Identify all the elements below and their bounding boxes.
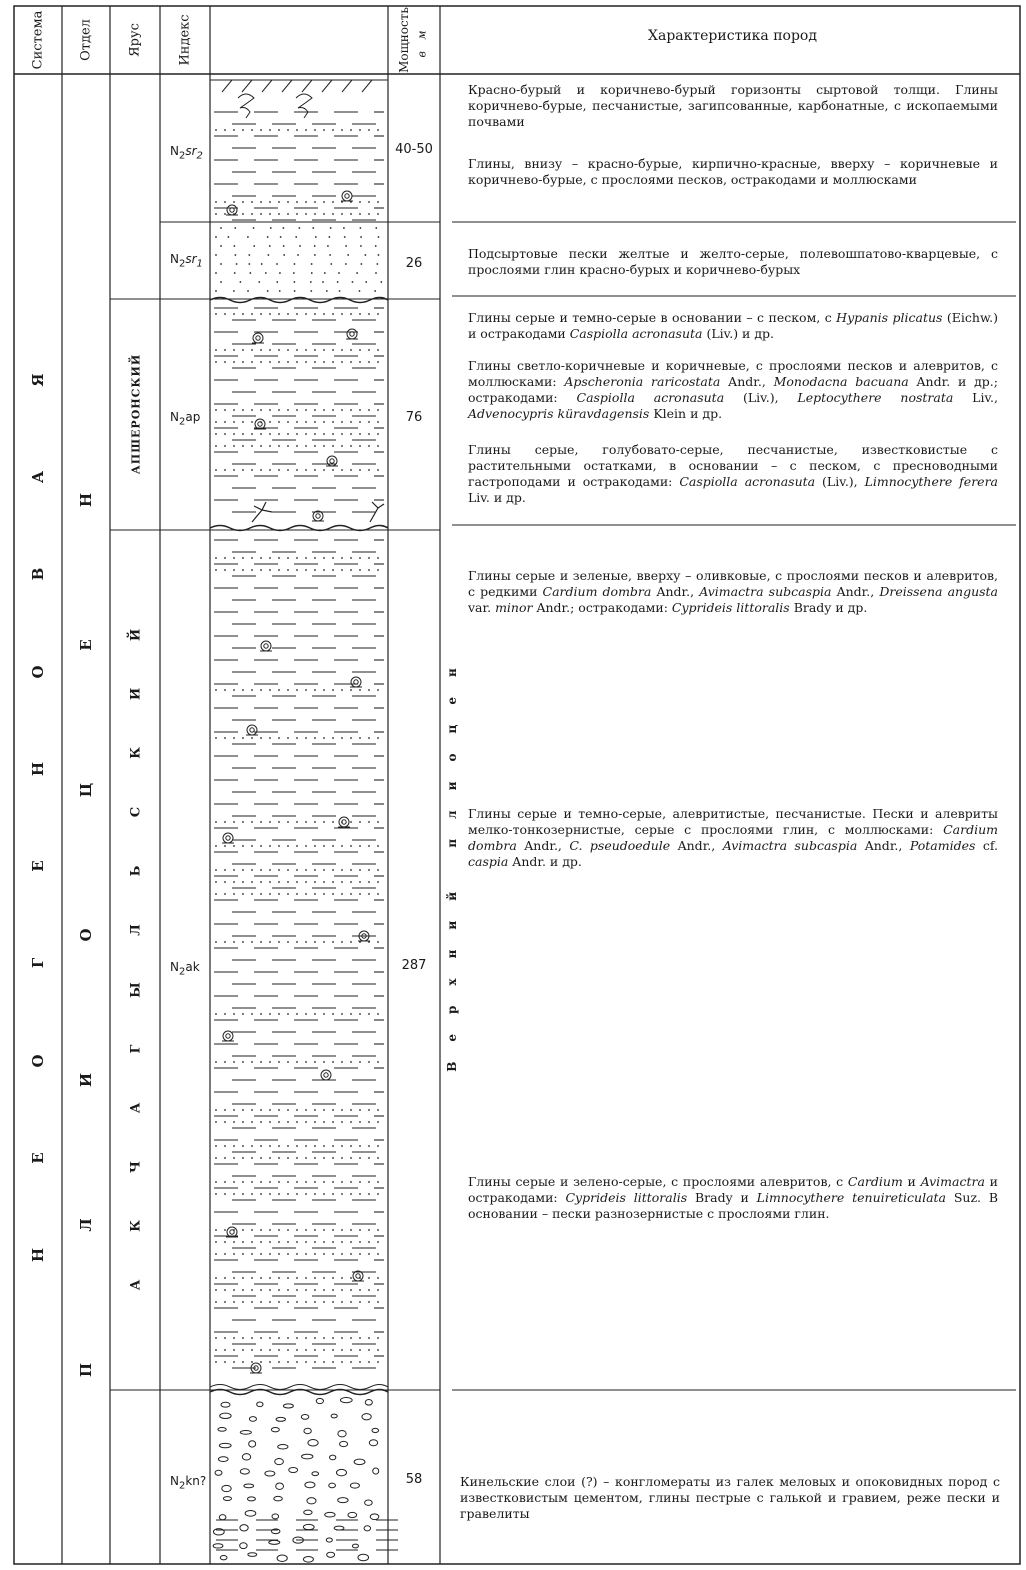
system-letters-9: Я <box>29 373 47 387</box>
description-7: Глины серые и зеленые, вверху – оливковые, с прослоями песков и алевритов, с редкими Cardium dombra Andr., Avimactra subcaspia Andr., Dreissena angusta var. minor Andr.; остракодами: Cyprideis littoralis Brady и др. <box>468 568 999 615</box>
stage-akchagyl-letters-6: Л <box>128 924 144 937</box>
thickness-n2kn: 58 <box>405 1472 423 1487</box>
stage-akchagyl-letters-0: А <box>128 1279 144 1291</box>
stage-akchagyl-letters-5: Ы <box>128 981 144 998</box>
stage-akchagyl-letters-2: Ч <box>128 1160 144 1173</box>
stage-akchagyl-letters-10: И <box>128 687 144 701</box>
thickness-n2sr1: 26 <box>405 256 423 271</box>
stage-apsheron-label: АПШЕРОНСКИЙ <box>129 353 143 475</box>
series-letters-5: Е <box>77 639 95 651</box>
thickness-n2ak: 287 <box>401 958 427 973</box>
series-letters-0: П <box>77 1362 95 1378</box>
system-letters-6: О <box>29 665 47 679</box>
series-letters-2: И <box>77 1072 95 1088</box>
stage-akchagyl-letters-11: Й <box>128 628 144 642</box>
header-indeks: Индекс <box>177 14 193 66</box>
system-letters-1: Е <box>29 1152 47 1164</box>
outer-frame <box>14 6 1020 1564</box>
stage-akchagyl-letters-7: Ь <box>128 865 144 877</box>
index-n2sr2: $N_2sr_2$ <box>170 144 203 162</box>
series-letters-3: О <box>77 928 95 942</box>
series-letters-6: Н <box>77 492 95 508</box>
index-n2kn: $N_2kn$? <box>170 1474 207 1492</box>
stage-akchagyl-letters-1: К <box>128 1219 144 1232</box>
description-8: Глины серые и темно-серые, алевритистые, песчанистые. Пески и алевриты мелко-тонкозернистые, серые с прослоями глин, с моллюсками: Cardium dombra Andr., C. pseudoedule Andr., Avimactra subcaspia Andr., Potamides cf. caspia Andr. и др. <box>468 806 999 869</box>
stage-akchagyl-letters-3: А <box>128 1102 144 1114</box>
header-kharakteristika: Характеристика пород <box>648 28 817 44</box>
system-letters-0: Н <box>29 1247 47 1263</box>
index-n2sr1: $N_2sr_1$ <box>170 252 203 270</box>
thickness-n2sr2: 40-50 <box>395 142 433 157</box>
description-10: Кинельские слои (?) – конгломераты из галек меловых и опоковидных пород с известковистым цементом, глины пестрые с галькой и гравием, реже пески и гравелиты <box>460 1474 1000 1521</box>
stage-akchagyl-letters-9: К <box>128 747 144 760</box>
description-5: Глины светло-коричневые и коричневые, с прослоями песков и алевритов, с моллюсками: Apscheronia raricostata Andr., Monodacna bacuana Andr. и др.; остракодами: Caspiolla acronasuta (Liv.), Leptocythere nostrata Liv., Advenocypris küravdagensis Klein и др. <box>468 358 999 421</box>
description-9: Глины серые и зелено-серые, с прослоями алевритов, с Cardium и Avimactra и остракодами: Cyprideis littoralis Brady и Limnocythere tenuireticulata Suz. В основании – пески разнозернистые с прослоями глин. <box>468 1174 999 1221</box>
description-6: Глины серые, голубовато-серые, песчанистые, известковистые с растительными остатками, в основании – с песком, с пресноводными гастроподами и остракодами: Caspiolla acronasuta (Liv.), Limnocythere ferera Liv. и др. <box>468 442 999 505</box>
system-letters-3: Г <box>29 958 47 969</box>
header-yarus: Ярус <box>127 23 143 57</box>
stage-akchagyl-letters-4: Г <box>128 1044 144 1054</box>
description-3: Подсыртовые пески желтые и желто-серые, полевошпатово-кварцевые, с прослоями глин красно-бурых и коричнево-бурых <box>468 246 998 277</box>
system-letters-2: О <box>29 1054 47 1068</box>
series-letters-4: Ц <box>77 782 95 798</box>
header-moshchnost-unit: в м <box>415 26 429 58</box>
index-n2ak: $N_2ak$ <box>170 960 200 978</box>
index-n2ap: $N_2ap$ <box>170 410 201 428</box>
system-letters-4: Е <box>29 860 47 872</box>
conglomerate-pattern <box>213 1398 379 1563</box>
description-4: Глины серые и темно-серые в основании – с песком, с Hypanis plicatus (Eichw.) и остракодами Caspiolla acronasuta (Liv.) и др. <box>468 310 999 341</box>
series-sub-label: Верхний плиоцен <box>445 648 459 1072</box>
description-1: Красно-бурый и коричнево-бурый горизонты сыртовой толщи. Глины коричнево-бурые, песчанистые, загипсованные, карбонатные, с ископаемыми почвами <box>468 82 998 129</box>
stage-akchagyl-letters-8: С <box>128 807 144 818</box>
system-letters-8: А <box>29 471 47 484</box>
header-otdel: Отдел <box>78 19 94 61</box>
header-moshchnost: Мощность <box>397 7 411 73</box>
description-2: Глины, внизу – красно-бурые, кирпично-красные, вверху – коричневые и коричнево-бурые, с прослоями песков, остракодами и моллюсками <box>468 156 998 187</box>
lithology-pattern <box>214 112 398 1550</box>
system-letters-7: В <box>29 568 47 581</box>
system-letters-5: Н <box>29 761 47 776</box>
header-sistema: Система <box>30 10 46 70</box>
thickness-n2ap: 76 <box>405 410 423 425</box>
series-letters-1: Л <box>77 1218 95 1232</box>
